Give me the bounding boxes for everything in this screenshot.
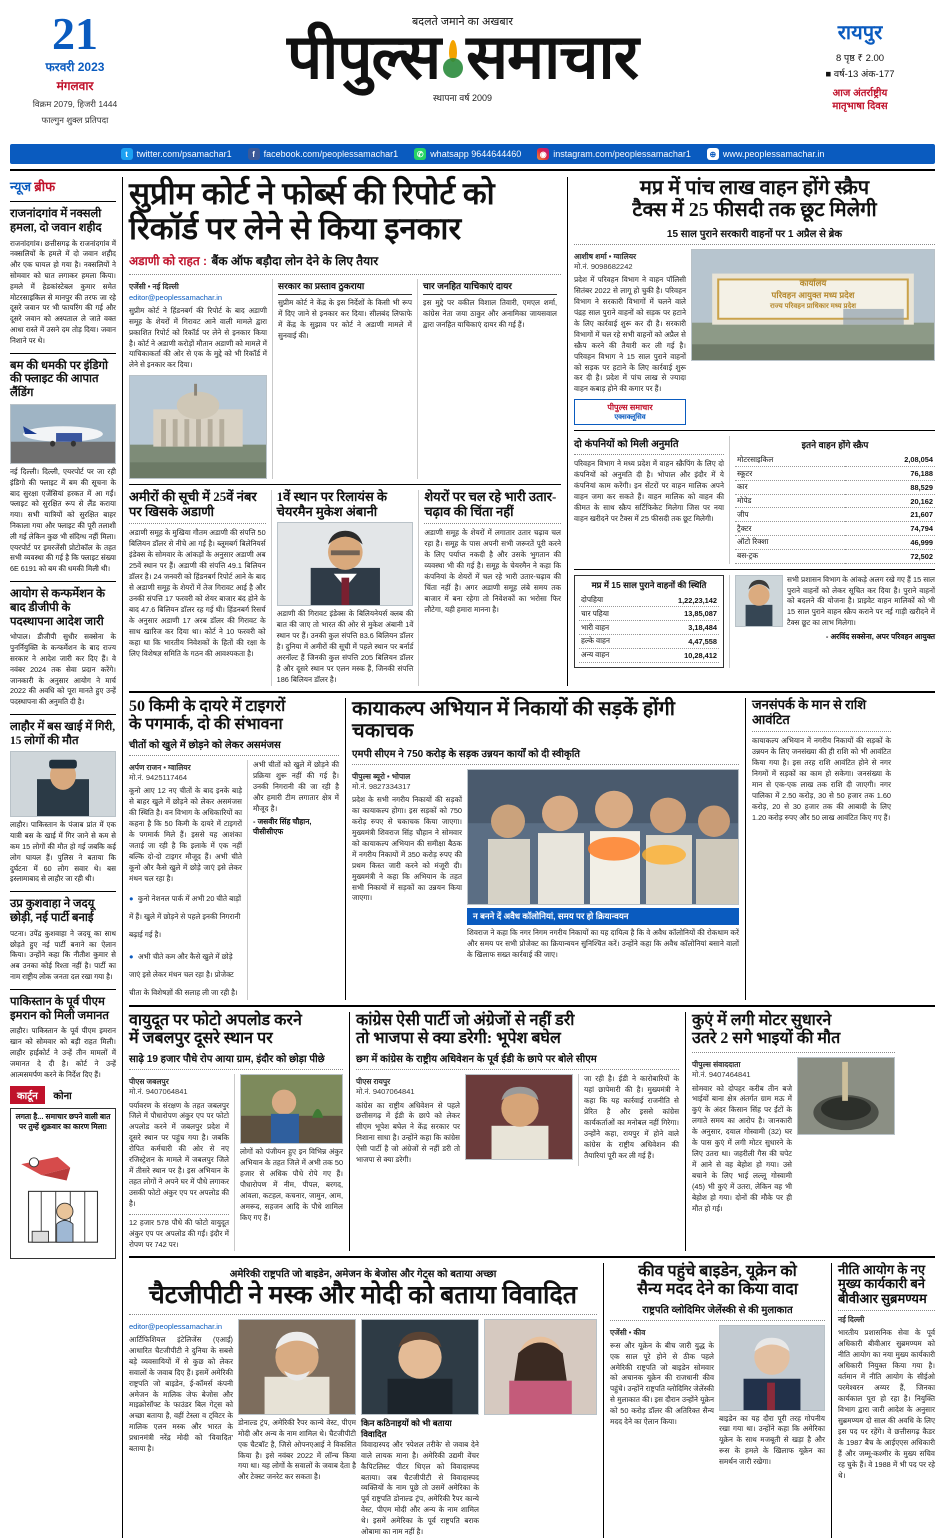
kyiv-byline [610,1328,714,1338]
lead-byline-mail: editor@peoplessamachar.in [129,292,223,302]
brief-label-1: न्यूज [10,179,32,194]
brief-body: भोपाल। डीजीपी सुधीर सक्सेना के पुनर्नियुक्ति के कन्फर्मेशन के बाद राज्य सरकार ने आदेश जारी कर दिए हैं। वे नवंबर 2024 तक सेवा प्रदान करेंगे। जानकारी के अनुसार आयोग ने मार्च 2022 की अवधि को पूरा मानते हुए उन्हें पदस्थापना की अनुमति दी है। [10,632,116,707]
congress-byline [356,1077,460,1097]
brief-label-2: ब्रीफ [34,179,56,194]
brief-body: पटना। उपेंद्र कुशवाहा ने जदयू का साथ छोड़ते हुए नई पार्टी बनाने का ऐलान किया। उन्होंने कहा कि नीतीश कुमार से अब उनका कोई रिश्ता नहीं है। पार्टी का नाम राष्ट्रीय लोक जनता दल रखा गया है। [10,928,116,982]
tiger-bullet-text-2: अभी चीते कम और कैसे खुले में छोड़े जाएं इसे लेकर मंथन चल रहा है। प्रोजेक्ट चीता के विशेषज्ञों की सलाह ली जा रही है। [129,952,238,998]
row-value: 46,999 [845,536,935,550]
row-label: दोपहिया [579,594,640,607]
volume-issue: ■ वर्ष-13 अंक-177 [825,69,895,80]
adani-title-1: अमीरों की सूची में 25वें नंबर पर खिसके अडाणी [129,489,257,519]
congress-headline-2: तो भाजपा से क्या डरेगी: भूपेश बघेल [356,1030,561,1048]
niti-story[interactable] [831,1263,935,1538]
scrap-age-box [574,575,724,668]
official-portrait-svg [736,576,782,626]
brief-title: लाहौर में बस खाई में गिरी, 15 लोगों की मौत [10,720,116,747]
scrap-byline-phone: मो.नं. 9098682242 [574,261,633,271]
news-brief-column [10,177,116,1538]
row-value: 76,188 [845,467,935,481]
chatgpt-byline-mail: editor@peoplessamachar.in [129,1321,223,1331]
cartoon-label-1: कार्टून [10,1086,45,1104]
social-link-facebook[interactable] [248,148,399,160]
exclusive-badge [574,399,686,425]
masthead-title-left: पीपुल्स [287,24,441,92]
jabalpur-byline-phone: मो.नं. 9407064841 [129,1087,188,1097]
jabalpur-subhead: साढ़े 19 हजार पौधे रोप आया ग्राम, इंदौर को छोड़ा पीछे [129,1054,325,1066]
masthead-edition-block [785,8,935,113]
plantation-photo [240,1074,343,1144]
lead-byline-agency: एजेंसी • नई दिल्ली [129,282,179,292]
celebrity-photo [484,1319,597,1415]
row-value: 74,794 [845,522,935,536]
adani-story-3[interactable] [418,490,561,686]
scrap-mid-head: दो कंपनियों को मिली अनुमति [574,439,679,451]
brief-body: लाहौर। पाकिस्तान के पंजाब प्रांत में एक यात्री बस के खाई में गिर जाने से कम से कम 15 लोगों की मौत हो गई जबकि कई लोग घायल हैं। पुलिस ने बताया कि दुर्घटना में 60 लोग सवार थे। बस इस्लामाबाद से लाहौर जा रही थी। [10,820,116,884]
jabalpur-body-2: 12 हजार 578 पौधे की फोटो वायुदूत अंकुर एप पर अपलोड की गईं। इंदौर में रोपण पर 742 पर। [129,1214,229,1251]
row-value: 20,162 [845,494,935,508]
special-day-line1: आज अंतर्राष्ट्रीय [832,88,888,99]
table-row [579,594,719,607]
table-row [735,494,935,508]
tiger-story[interactable] [129,698,339,1001]
table-row [735,549,935,563]
brief-item[interactable] [10,208,116,347]
table-row [579,634,719,648]
row-value: 21,607 [845,508,935,522]
masthead [10,8,935,140]
scrap-byline-name: आशीष शर्मा • ग्वालियर [574,251,637,261]
well-headline-1: कुएं में लगी मोटर सुधारने [692,1012,832,1030]
funds-story[interactable] [745,698,891,1001]
social-link-whatsapp[interactable] [414,148,521,160]
congress-subhead: छग में कांग्रेस के राष्ट्रीय अधिवेशन के पूर्व ईडी के छापे पर बोले सीएम [356,1054,597,1066]
badge-line-1: पीपुल्स समाचार [607,403,653,413]
well-byline [692,1060,792,1080]
lead-subhead [129,252,561,270]
congress-headline-1: कांग्रेस ऐसी पार्टी जो अंग्रेजों से नहीं डरी [356,1012,575,1030]
niti-body: भारतीय प्रशासनिक सेवा के पूर्व अधिकारी बीवीआर सुब्रमण्यम को नीति आयोग का नया मुख्य कार्यकारी अधिकारी नियुक्त किया गया है। वर्तमान में नीति आयोग के सीईओ परमेश्वरन अय्यर हैं, जिनका कार्यकाल पूरा हो रहा है। नियुक्ति विभाग द्वारा जारी आदेश के अनुसार सुब्रमण्यम दो साल की अवधि के लिए इस पद पर रहेंगे। वे छत्तीसगढ़ कैडर के 1987 बैच के आईएएस अधिकारी हैं और जम्मू-कश्मीर के मुख्य सचिव रह चुके हैं। वे 1988 में भी पद पर रहे थे। [838,1328,935,1480]
masthead-title-block [140,8,785,104]
brief-title: राजनांदगांव में नक्सली हमला, दो जवान शहीद [10,208,102,234]
lead-headline-line2: रिकॉर्ड पर लेने से किया इनकार [129,210,462,246]
well-photo-svg [798,1058,894,1134]
scrap-official-name: - अरविंद सक्सेना, अपर परिवहन आयुक्त [825,632,935,642]
row-value: 1,22,23,142 [640,594,719,607]
cartoon-box [10,1108,116,1259]
table-row [735,453,935,466]
scrap-note: सभी प्रशासन विभाग के आंकड़े अलग रखे गए हैं 15 साल पुराने वाहनों को लेकर सूचित कर दिया है। पुराने वाहनों को बदलने की योजना है। प्राइवेट वाहन मालिकों को भी 15 साल पुराने वाहन स्क्रैप कराने पर नई गाड़ी खरीदने में टैक्स छूट का लाभ मिलेगा। [787,574,935,628]
badge-line-2: एक्सक्लूसिव [614,414,646,422]
kayakalp-subhead: एमपी सीएम ने 750 करोड़ के सड़क उन्नयन कार्यों को दी स्वीकृति [352,748,580,760]
well-byline-name: पीपुल्स संवाददाता [692,1060,741,1070]
chatgpt-col2-body: विवादास्पद और 'स्पेशल तरीके' से जवाब देने वाले लायक माना है। अमेरिकी उद्यमी वेंचर कैपिटलिस्ट पीटर थिएल को विवादास्पद बताया। जब चैटजीपीटी से विवादास्पद व्यक्तियों के नाम पूछे तो उसमें अमेरिका के पूर्व राष्ट्रपति डोनाल्ड ट्रंप, अमेरिकी रैपर कान्ये वेस्ट, पीएम मोदी और अन्य के नाम शामिल थे। इसमें अमेरिका के पूर्व राष्ट्रपति बराक ओबामा का नाम नहीं है। [361,1439,479,1537]
scrap-body: प्रदेश में परिवहन विभाग ने वाहन पॉलिसी सितंबर 2022 से लागू हो चुकी है। परिवहन विभाग ने सरकारी विभागों में चलने वाले पंद्रह साल पुराने वाहनों को सड़क पर हटाने के लिए कार्रवाई शुरू कर दी है। सरकारी विभागों में चल रहे सभी वाहनों को अप्रैल से स्क्रैप करने की तैयारी कर ली गई है। परिवहन विभाग ने 15 साल पुराने वाहनों को सड़क पर हटाने के लिए कार्रवाई शुरू कर दी है। प्रदेश में पांच लाख से ज्यादा वाहन कबाड़ होने की कगार पर हैं। [574,275,686,394]
row-value: 2,08,054 [845,453,935,466]
chatgpt-kicker: अमेरिकी राष्ट्रपति जो बाइडेन, अमेजन के बेजोस और गेट्स को बताया अच्छा [229,1268,497,1280]
table-row [579,648,719,662]
tiger-byline-phone: मो.नं. 9425117464 [129,772,187,782]
whatsapp-icon: ✆ [414,148,426,160]
elon-musk-photo [361,1319,479,1415]
supreme-court-svg [130,376,266,478]
chatgpt-byline [129,1322,233,1332]
biden-photo [719,1325,825,1411]
transport-office-photo [691,249,935,361]
brief-item[interactable] [10,721,116,885]
adani-story-1[interactable] [129,490,266,686]
social-facebook-text: facebook.com/peoplessamachar1 [263,149,399,159]
lead-subbox-title-2: चार जनहित याचिकाएं दायर [423,279,557,295]
row-label: कार [735,480,845,494]
cm-felicitation-photo [467,769,739,905]
table-row [735,467,935,481]
lead-headline-line1: सुप्रीम कोर्ट ने फोर्ब्स की रिपोर्ट को [129,176,495,211]
date-month-year: फरवरी 2023 [45,59,105,74]
official-portrait-photo [735,575,783,627]
edition-city: रायपुर [837,22,883,44]
tiger-subhead: चीतों को खुले में छोड़ने को लेकर असमंजस [129,739,281,751]
lead-subhead-rest: बैंक ऑफ बड़ौदा लोन देने के लिए तैयार [211,254,379,269]
photo-caption-line-3: राज्य परिवहन प्राधिकार मध्य प्रदेश [770,302,856,310]
facebook-icon: f [248,148,260,160]
table-row [735,508,935,522]
well-byline-phone: मो.नं. 9407464841 [692,1070,751,1080]
adani-body-3: अडाणी समूह के शेयरों में लगातार उतार चढ़ाव चल रहा है। समूह के पास अपनी सभी जरूरतें पूरी करने के लिए पर्याप्त नकदी है और उसके भुगतान की व्यवस्था भी की गई है। समूह के चेयरमैन ने कहा कि कंपनियां के शेयरों में चल रहे भारी उतार-चढ़ाव की चिंता नहीं है। अगर अडाणी समूह लंबे समय तक बाजार में बना रहेगा तो निवेशकों का भरोसा फिर लौटेगा, यही हमारा मानना है। [424,528,562,614]
chatgpt-col2-title: किन कठिनाइयों को भी बताया विवादित [361,1417,452,1439]
funds-headline: जनसंपर्क के मान से राशि आवंटित [752,696,867,727]
jabalpur-byline [129,1077,229,1097]
jabalpur-headline-2: में जबलपुर दूसरे स्थान पर [129,1030,273,1048]
kyiv-body-2: बाइडेन का यह दौरा पूरी तरह गोपनीय रखा गया था। उन्होंने कहा कि अमेरिका यूक्रेन के साथ मजबूती से खड़ा है और रूस के हमले के खिलाफ यूक्रेन का समर्थन जारी रखेगा। [719,1413,825,1467]
congress-story[interactable] [349,1012,679,1250]
lead-byline [129,282,267,302]
row-label: चार पहिया [579,607,640,621]
kayakalp-byline [352,772,462,792]
congress-body-2: जा रही है। ईडी ने कारोबारियों के यहां छापेमारी की है। मुख्यमंत्री ने कहा कि यह कार्रवाई राजनीति से प्रेरित है और इससे कांग्रेस कार्यकर्ताओं का मनोबल नहीं गिरेगा। उन्होंने कहा, रायपुर में होने वाले कांग्रेस के राष्ट्रीय अधिवेशन की तैयारियां पूरी कर ली गई हैं। [584,1074,679,1160]
cartoon-drawing [14,1135,112,1255]
celebrity-photo-svg [485,1320,596,1414]
masthead-title-right: समाचार [466,24,638,92]
table-row [735,522,935,536]
date-weekday: मंगलवार [56,78,94,93]
scrap-mid-body: परिवहन विभाग ने मध्य प्रदेश में वाहन स्क्रैपिंग के लिए दो कंपनियों को अनुमति दी है। भोपाल और इंदौर में ये कंपनियां काम करेंगी। इन सेंटरों पर वाहन मालिक अपने वाहन जमा कर सकते हैं। वाहन मालिक को वाहन की कीमत के साथ स्क्रैप सर्टिफिकेट मिलेगा जिस पर नया वाहन खरीदने पर टैक्स में 25 फीसदी तक छूट मिलेगी। [574,459,724,524]
kyiv-story[interactable] [603,1263,825,1538]
niti-byline [838,1315,935,1325]
musk-photo-svg [362,1320,478,1414]
brief-item[interactable] [10,996,116,1081]
kayakalp-byline-name: पीपुल्स ब्यूरो • भोपाल [352,771,411,781]
row-value: 4,47,558 [640,634,719,648]
kayakalp-photo-caption: न बनने दें अवैध कॉलोनियां, समय पर हो क्रियान्वयन [467,908,739,925]
adani-title-2: 1वें स्थान पर रिलायंस के चेयरमैन मुकेश अंबानी [276,489,387,519]
kayakalp-headline: कायाकल्प अभियान में निकायों की सड़कें होंगी चकाचक [352,697,675,743]
volume-text: वर्ष-13 अंक-177 [833,69,895,80]
brief-body: राजनांदगांव। छत्तीसगढ़ के राजनांदगांव में नक्सलियों के हमले में दो जवान शहीद और एक घायल हो गया है। नक्सलियों ने सोमवार को घात लगाकर हमला किया। हमले में हेडकांस्टेबल कुमार समेत मोटरसाइकिल से मानपुर की तरफ जा रहे दूसरे जवान पर भी फायरिंग की गई और दूसरे जवान को अस्पताल ले जाते वक्त आधा रास्ते में उसने दम तोड़ दिया। जवान निशाने पर थे। [10,238,116,345]
chatgpt-story[interactable] [129,1263,597,1538]
masthead-title [140,24,785,92]
lead-subbox-body-2: इस मुद्दे पर वकील विशाल तिवारी, एमएल शर्मा, कांग्रेस नेता जया ठाकुर और अनामिका जायसवाल द्वारा जनहित याचिकाएं दायर की गई हैं। [423,298,557,330]
chatgpt-body: आर्टिफिशियल इंटेलिजेंस (एआई) आधारित चैटजीपीटी ने दुनिया के सबसे बड़े व्यवसायियों में से कुछ को लेकर सवालों के जवाब दिए हैं। इसमें अमेरिकी राष्ट्रपति जो बाइडेन, ई-कॉमर्स कंपनी अमेजन के मालिक जेफ बेजोस और माइक्रोसॉफ्ट के फाउंडर बिल गेट्स को अच्छा बताया है, वहीं टेस्ला व ट्विटर के मालिक एलन मस्क और भारत के प्रधानमंत्री नरेंद्र मोदी को 'विवादित' बताया है। [129,1334,233,1454]
row-label: अन्य वाहन [579,648,640,662]
scrap-table-title: इतने वाहन होंगे स्क्रैप [801,440,869,451]
row-label: मोपेड [735,494,845,508]
lead-subhead-tag: अडाणी को राहत : [129,254,208,269]
jabalpur-headline-1: वायुदूत पर फोटो अपलोड करने [129,1012,302,1030]
brief-title: आयोग से कन्फर्मेशन के बाद डीजीपी के पदस्थापना आदेश जारी [10,587,105,628]
photo-caption-line-2: परिवहन आयुक्त मध्य प्रदेश [771,289,855,300]
cartoon-svg [14,1135,112,1255]
news-brief-header [10,177,116,195]
row-label: ऑटो रिक्शा [735,536,845,550]
masthead-date-block [10,8,140,127]
social-twitter-text: twitter.com/psamachar1 [136,149,232,159]
adani-body-1: अडाणी समूह के मुखिया गौतम अडाणी की संपत्ति 50 बिलियन डॉलर से नीचे आ गई है। ब्लूमबर्ग बिलेनियर्स इंडेक्स के सोमवार के आंकड़ों के अनुसार अडाणी अब 25वें स्थान पर हैं। अडाणी की संपत्ति 49.1 बिलियन डॉलर है। 24 जनवरी को हिंडनबर्ग रिपोर्ट आने के बाद से अडाणी समूह के शेयरों में तेज गिरावट आई है और उनकी संपत्ति 17 फरवरी को शेयर बाजार बंद होने के बाद 47.6 बिलियन डॉलर रह गई थी। हिंडनबर्ग रिसर्च के अनुसार अडाणी 17 अरब डॉलर की गिरावट के साथ खारिज कर दिया था। कोर्ट ने 10 फरवरी को कहा था कि भारतीय निवेशकों के हितों की रक्षा के लिए विशेषज्ञ समिति के गठन की आवश्यकता है। [129,528,266,658]
tiger-headline-2: के पगमार्क, दो की संभावना [129,715,283,733]
ambani-photo-svg [278,523,413,605]
adani-subcolumns [129,490,561,686]
age-box-title: मप्र में 15 साल पुराने वाहनों की स्थिति [591,579,707,590]
row-label: स्कूटर [735,467,845,481]
chatgpt-headline: चैटजीपीटी ने मस्क और मोदी को बताया विवादित [148,1281,578,1309]
kyiv-body: रूस और यूक्रेन के बीच जारी युद्ध के एक साल पूरे होने से ठीक पहले अमेरिकी राष्ट्रपति जो बाइडेन सोमवार को अचानक यूक्रेन की राजधानी कीव पहुंचे। उन्होंने राष्ट्रपति व्लोदिमिर जेलेंस्की से मुलाकात की। इस दौरान उन्होंने यूक्रेन को 50 करोड़ डॉलर की अतिरिक्त सैन्य मदद देने का ऐलान किया। [610,1340,714,1427]
brief-title: बम की धमकी पर इंडिगो की फ्लाइट की आपात लैंडिंग [10,359,108,400]
brief-photo-officer [10,751,116,817]
date-vikram: विक्रम 2079, हिजरी 1444 [32,98,118,109]
row-label: ट्रैक्टर [735,522,845,536]
row-label: हल्के वाहन [579,634,640,648]
tiger-body: कूनो आए 12 नए चीतों के बाद इनके बाड़े से बाहर खुले में छोड़ने को लेकर असमंजस की स्थिति है। वन विभाग के अधिकारियों का कहना है कि 50 किमी के दायरे में टाइगरों के पगमार्क मिले हैं। इससे यह आशंका जताई जा रही है कि इलाके में एक नहीं बल्कि दो-दो टाइगर मौजूद हैं। अभी चीते कूनो और कैसे खुले में छोड़े जाएं इसे लेकर मंथन चल रहा है। [129,786,242,883]
jabalpur-body-3: लोगों को पंजीयन हुए इन विभिन्न अंकुर अभियान के तहत जिले में अभी तक 50 हजार से अधिक पौधे रोपे गए हैं। पौधारोपण में नीम, पीपल, बरगद, आंवला, कटहल, कचनार, जामुन, आम, अमरूद, सहजन आदि के पौधे शामिल किए गए हैं। [240,1147,343,1222]
well-body: सोमवार को दोपहर करीब तीन बजे भाईयों बाना क्षेत्र अंतर्गत ग्राम मऊ में कुएं के अंदर किसान सिंह पर ईंटों के लगाते समय का आरोप है। जानकारी के अनुसार, दयाल गोस्वामी (32) घर के पास कुएं में लगी मोटर सुधारने के लिए उतरा था। जहरीली गैस की चपेट में आने से वह बेहोश हो गया। उसे बचाने के लिए भाई लल्लू गोस्वामी (45) भी कुएं में उतरा, लेकिन वह भी बेहोश हो गया। दोनों की मौके पर ही मौत हो गई। [692,1083,792,1213]
well-headline-2: उतरे 2 सगे भाइयों की मौत [692,1030,841,1048]
table-row [735,480,935,494]
scrap-table-body [735,453,935,563]
cm-photo-svg [468,770,738,904]
cartoon-label-2: कोना [53,1091,72,1103]
lead-body: सुप्रीम कोर्ट ने हिंडनबर्ग की रिपोर्ट के बाद अडाणी समूह के शेयरों में गिरावट आने वाली मामले द्वारा प्रकाशित रिपोर्ट को रिकॉर्ड पर लेने से इनकार किया है। कोर्ट ने अडाणी करोड़ों मौतान अडाणी को मामले में याचिकाकर्ता की ओर से एक के मुद्दे को भी रिकॉर्ड में लेने से इनकार कर दिया। [129,305,267,370]
jabalpur-byline-name: पीएस जबलपुर [129,1077,169,1087]
modi-photo [238,1319,356,1415]
social-link-website[interactable] [707,148,825,160]
mukesh-ambani-photo [277,522,414,606]
row-value: 88,529 [845,480,935,494]
brief-item[interactable] [10,588,116,708]
tiger-bullet-1: ● कुनो नेशनल पार्क में अभी 20 चीते बाड़ों में हैं। खुले में छोड़ने से पहले इनकी निगरानी बढ़ाई गई है। [129,894,241,940]
kyiv-headline-2: सैन्य मदद देने का किया वादा [637,1280,798,1298]
row-value: 10,28,412 [640,648,719,662]
chatgpt-col3-body: डोनाल्ड ट्रंप, अमेरिकी रैपर कान्ये वेस्ट, पीएम मोदी और अन्य के नाम शामिल थे। चैटजीपीटी एक चैटबॉट है, जिसे ओपनएआई ने विकसित किया है। इसे नवंबर 2022 में लॉन्च किया गया था। यह लोगों के सवालों के जवाब देता है और टेक्स्ट जनरेट कर सकता है। [238,1417,356,1482]
brief-photo-indigo-plane [10,404,116,464]
brief-item[interactable] [10,360,116,575]
officer-photo-svg [11,752,115,816]
photo-caption-line-1: कार्यालय [799,277,827,288]
scrap-byline [574,252,686,272]
social-bar [10,144,935,164]
row-value: 72,502 [845,549,935,563]
twitter-icon: t [121,148,133,160]
lead-subbox-body-1: सुप्रीम कोर्ट ने केंद्र के इस निर्देशों के किसी भी रूप में दिए जाने से इनकार कर दिया। सीलबंद लिफाफे में केंद्र के सुझाव पर कोर्ट ने अडाणी मामले में सुनवाई की। [278,298,412,341]
congress-byline-phone: मो.नं. 9407064841 [356,1087,415,1097]
tiger-byline-name: अर्पण राजन • ग्वालियर [129,762,191,772]
kyiv-headline-1: कीव पहुंचे बाइडेन, यूक्रेन को [638,1262,797,1280]
pages-price: 8 पृष्ठ ₹ 2.00 [835,53,885,64]
adani-body-2: अडाणी की गिरावट इंडेक्स के बिलियनेयर्स क्लब की बात की जाए तो भारत की ओर से मुकेश अंबानी 1वें स्थान पर हैं। उनकी कुल संपत्ति 83.6 बिलियन डॉलर है। दुनिया में अमीरों की सूची में पहले स्थान पर बर्नार्ड अरनॉल्ट हैं जिनकी कुल संपत्ति 205 बिलियन डॉलर है और दूसरे स्थान पर एलन मस्क हैं, जिनकी संपत्ति 186 बिलियन डॉलर है। [276,609,414,685]
row-value: 13,85,087 [640,607,719,621]
lead-story[interactable] [129,177,561,686]
congress-body: कांग्रेस का राष्ट्रीय अधिवेशन से पहले छत्तीसगढ़ में ईडी के छापे को लेकर सीएम भूपेश बघेल ने केंद्र सरकार पर निशाना साधा है। उन्होंने कहा कि कांग्रेस ऐसी पार्टी है जो अंग्रेजों से नहीं डरी तो भाजपा से क्या डरेगी। [356,1100,460,1165]
scrap-headline-2: टैक्स में 25 फीसदी तक छूट मिलेगी [632,199,877,222]
social-website-text: www.peoplessamachar.in [722,149,825,159]
cartoon-caption: लगता है... समाचार छपने वाली बात पर तुम्हें शुक्रवार का कारण मिला! [15,1112,111,1132]
brief-title: पाकिस्तान के पूर्व पीएम इमरान को मिली जमानत [10,995,109,1022]
plane-photo-svg [11,405,115,463]
tiger-bullet-text-1: कुनो नेशनल पार्क में अभी 20 चीते बाड़ों में हैं। खुले में छोड़ने से पहले इनकी निगरानी बढ़ाई गई है। [129,894,241,940]
row-label: भारी वाहन [579,621,640,635]
kayakalp-story[interactable] [345,698,739,1001]
funds-body: कायाकल्प अभियान में नगरीय निकायों की सड़कों के उन्नयन के लिए जनसंख्या की ही राशि को भी आवंटित किया गया है। इस तरह राशि आवंटित होने से नगर निगमों में सड़कों का काम हो सकेगा। जनसंख्या के मान से एक-एक लाख तक राशि दी जाएगी। नगर पालिका में 2.50 करोड़, 30 से 50 हजार तक 1.60 करोड़, 20 से 30 हजार तक की आबादी के लिए 1.20 करोड़ रुपए और 50 लाख आवंटित किए गए हैं। [752,736,891,822]
globe-icon: ⊕ [707,148,719,160]
cartoon-section [10,1086,116,1259]
date-number: 21 [52,8,98,59]
kayakalp-right-body: शिवराज ने कहा कि नगर निगम नगरीय निकायों का यह दायित्व है कि वे अवैध कॉलोनियों की रोकथाम करें और समय पर सभी प्रोजेक्ट का क्रियान्वयन सुनिश्चित करें। उन्होंने कहा कि अवैध कॉलोनियां बसाने वालों के खिलाफ सख्त कार्रवाई की जाए। [467,927,739,959]
social-instagram-text: instagram.com/peoplessamachar1 [553,149,691,159]
brief-body: नई दिल्ली। दिल्ली, एयरपोर्ट पर जा रही इंडिगो की फ्लाइट में बम की सूचना के बाद सुरक्षा एजेंसियां हरकत में आ गईं। फ्लाइट को सुरक्षित रूप से लैंड कराया गया। सभी यात्रियों को सुरक्षित बाहर निकाला गया और फ्लाइट की पूरी तलाशी ली गई लेकिन कुछ भी संदिग्ध नहीं मिला। एयरपोर्ट पर इमरजेंसी प्रोटोकॉल के तहत सभी व्यवस्था की गई है कि फ्लाइट संख्या 6E 6191 को बम की धमकी मिली थी। [10,466,116,574]
bhupesh-baghel-photo [465,1074,573,1160]
tiger-bullet-2: ● अभी चीते कम और कैसे खुले में छोड़े जाएं इसे लेकर मंथन चल रहा है। प्रोजेक्ट चीता के विशेषज्ञों की सलाह ली जा रही है। [129,952,238,998]
instagram-icon: ◉ [537,148,549,160]
well-rescue-photo [797,1057,895,1135]
jabalpur-story[interactable] [129,1012,343,1250]
biden-photo-svg [720,1326,824,1410]
masthead-tagline: बदलते जमाने का अखबार [411,16,514,28]
scrap-story[interactable] [567,177,935,686]
special-day-line2: मातृभाषा दिवस [832,100,888,112]
congress-byline-name: पीएस रायपुर [356,1077,391,1087]
kayakalp-body: प्रदेश के सभी नगरीय निकायों की सड़कों का कायाकल्प होगा। इस सड़कों को 750 करोड़ रुपए से चकाचक किया जाएगा। मुख्यमंत्री शिवराज सिंह चौहान ने सोमवार को कायाकल्प अभियान की समीक्षा बैठक में नगरीय निकायों में 350 करोड़ रुपए की प्रथम किस्त जारी करने को मंजूरी दी। मुख्यमंत्री ने कहा कि अभियान के तहत सभी निकायों में सड़कों का उन्नयन किया जाएगा। [352,795,462,903]
scrap-headline-1: मप्र में पांच लाख वाहन होंगे स्क्रैप [639,177,870,199]
table-row [735,536,935,550]
kyiv-subhead: राष्ट्रपति व्लोदिमिर जेलेंस्की से की मुलाकात [642,1304,793,1316]
niti-headline-2: मुख्य कार्यकारी बने [838,1276,925,1292]
scrap-vehicle-table [735,453,935,563]
social-link-instagram[interactable] [537,148,691,160]
date-panchang: फाल्गुन शुक्ल प्रतिपदा [41,115,109,126]
tiger-byline [129,763,242,783]
brief-item[interactable] [10,898,116,983]
social-link-twitter[interactable] [121,148,232,160]
plantation-svg [241,1075,342,1143]
niti-byline-agency: नई दिल्ली [838,1315,865,1325]
scrap-subhead: 15 साल पुराने सरकारी वाहनों पर 1 अप्रैल से ब्रेक [666,228,843,240]
row-label: जीप [735,508,845,522]
row-value: 3,18,484 [640,621,719,635]
row-label: मोटरसाइकिल [735,453,845,466]
supreme-court-photo [129,375,267,479]
baghel-photo-svg [466,1075,572,1159]
kyiv-byline-agency: एजेंसी • कीव [610,1327,646,1337]
table-row [579,607,719,621]
modi-photo-svg [239,1320,355,1414]
kayakalp-byline-phone: मो.नं. 9827334317 [352,781,411,791]
jabalpur-body: पर्यावरण के संरक्षण के तहत जबलपुर जिले में पौधारोपण अंकुर एप पर फोटो अपलोड करने में जबलपुर प्रदेश में दूसरे स्थान पर पहुंच गया है। जबकि रोपित कर्मचारी की ओर से नए रजिस्ट्रेशन के मामले में जबलपुर जिले में तीसरे स्थान पर है। इस अभियान के तहत लोगों ने अपने घर में पौधे लगाकर उसकी फोटो अंकुर एप पर अपलोड की है। [129,1100,229,1208]
niti-headline-1: नीति आयोग के नए [838,1261,926,1277]
brief-title: उप्र कुशवाहा ने जदयू छोड़ी, नई पार्टी बनाई [10,898,95,925]
lead-subbox-title-1: सरकार का प्रस्ताव ठुकराया [278,279,412,295]
age-table [579,594,719,663]
tiger-quote-author: - जसवीर सिंह चौहान, पीसीसीएफ [253,817,312,837]
row-label: बस-ट्रक [735,549,845,563]
well-story[interactable] [685,1012,895,1250]
tiger-headline-1: 50 किमी के दायरे में टाइगरों [129,697,286,715]
flame-logo-icon [440,38,466,84]
niti-headline-3: बीवीआर सुब्रमण्यम [838,1290,927,1306]
brief-body: लाहौर। पाकिस्तान के पूर्व पीएम इमरान खान को सोमवार को बड़ी राहत मिली। लाहौर हाईकोर्ट ने उन्हें तीन मामलों में जमानत दे दी है। कोर्ट ने उन्हें आत्मसमर्पण करने के निर्देश दिए हैं। [10,1026,116,1079]
masthead-estd: स्थापना वर्ष 2009 [432,93,493,103]
adani-title-3: शेयरों पर चल रहे भारी उतार-चढ़ाव की चिंता नहीं [424,489,557,519]
table-row [579,621,719,635]
social-whatsapp-text: whatsapp 9644644460 [430,149,522,159]
adani-story-2[interactable] [271,490,414,686]
tiger-quote: अभी चीतों को खुले में छोड़ने की प्रक्रिया शुरू नहीं की गई है। उनकी निगरानी की जा रही है और हमारी टीम लगातार क्षेत्र में मौजूद है। [253,759,339,813]
